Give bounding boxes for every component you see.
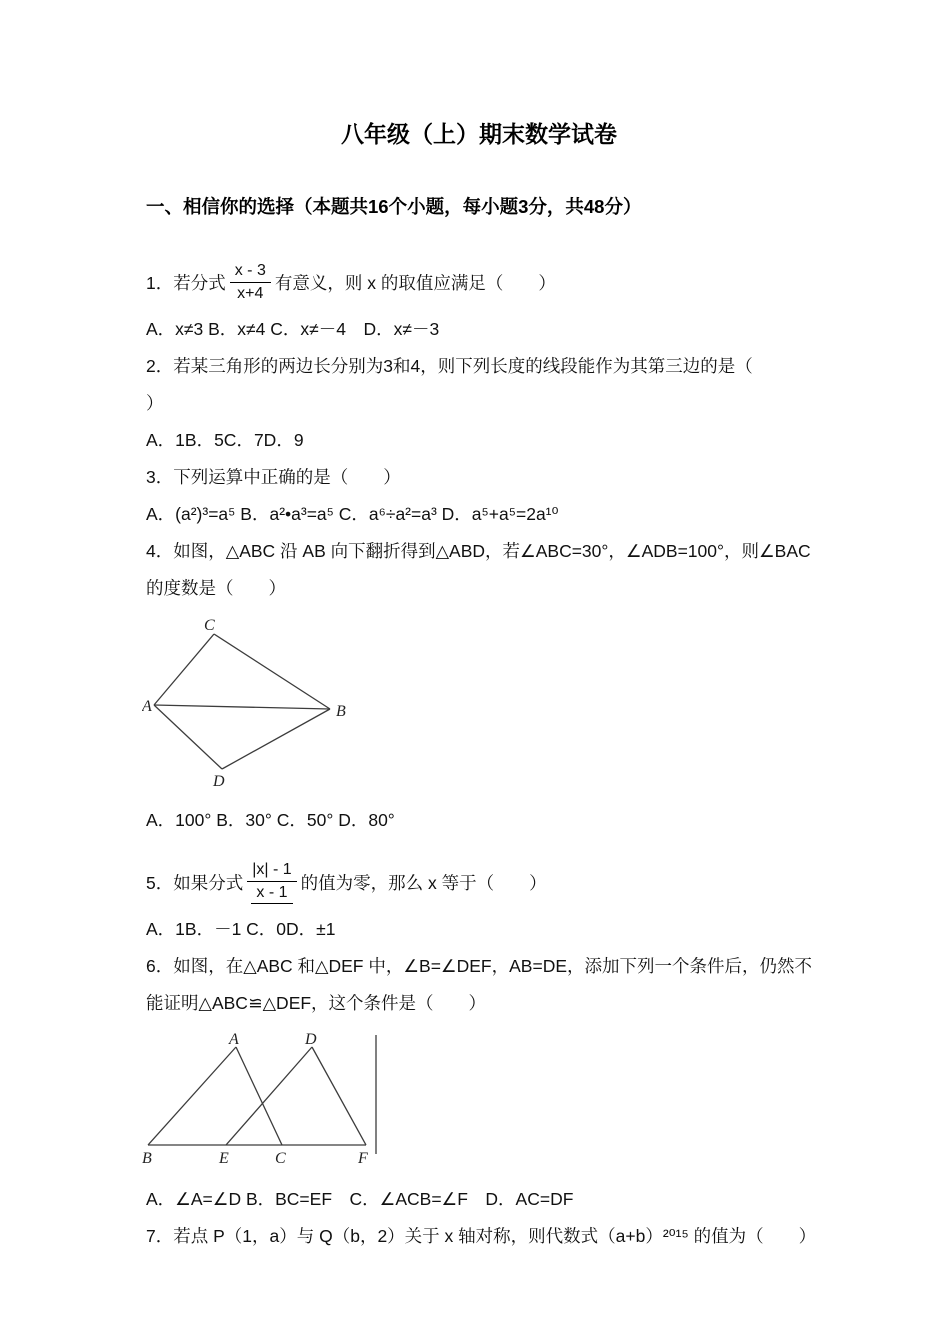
question-1-fraction-denominator: x+4 bbox=[237, 284, 264, 302]
section-heading: 一、相信你的选择（本题共16个小题，每小题3分，共48分） bbox=[146, 196, 642, 217]
question-5-fraction-numerator: |x| - 1 bbox=[247, 860, 296, 882]
question-1-suffix: 有意义，则 x 的取值应满足（ ） bbox=[274, 272, 556, 293]
question-6-figure-triangles bbox=[142, 1032, 384, 1168]
q6-vertex-label-a: A bbox=[229, 1032, 239, 1048]
question-4-figure-wrapper bbox=[142, 617, 812, 794]
question-1-text bbox=[146, 253, 812, 311]
document-title: 八年级（上）期末数学试卷 bbox=[341, 121, 617, 147]
question-1-fraction-numerator: x - 3 bbox=[230, 261, 271, 283]
question-5-text bbox=[146, 853, 812, 911]
question-5-fraction bbox=[247, 860, 296, 904]
question-6-text-line1: 6．如图，在△ABC 和△DEF 中，∠B=∠DEF，AB=DE，添加下列一个条件后，仍然不 bbox=[146, 956, 812, 976]
question-3-text: 3．下列运算中正确的是（ ） bbox=[146, 467, 401, 487]
q6-vertex-label-e: E bbox=[219, 1150, 229, 1167]
question-1 bbox=[146, 253, 812, 348]
q6-vertex-label-b: B bbox=[142, 1150, 152, 1167]
question-2 bbox=[146, 348, 812, 459]
question-4-text-line2: 的度数是（ ） bbox=[146, 578, 286, 598]
q6-vertex-label-d: D bbox=[305, 1032, 317, 1048]
question-6 bbox=[142, 948, 812, 1218]
question-4-text-line1: 4．如图，△ABC 沿 AB 向下翻折得到△ABD，若∠ABC=30°，∠ADB=100°，则∠BAC bbox=[146, 541, 811, 561]
question-5-answers: A．1B．－1 C．0D．±1 bbox=[146, 919, 336, 939]
question-7-text: 7．若点 P（1，a）与 Q（b，2）关于 x 轴对称，则代数式（a+b）²⁰¹⁵ 的值为（ ） bbox=[146, 1226, 817, 1246]
q4-vertex-label-c: C bbox=[204, 617, 215, 634]
question-5-fraction-denominator: x - 1 bbox=[251, 882, 292, 904]
question-6-text-line2: 能证明△ABC≌△DEF，这个条件是（ ） bbox=[146, 993, 487, 1013]
question-2-text-line1: 2．若某三角形的两边长分别为3和4，则下列长度的线段能作为其第三边的是（ bbox=[146, 356, 753, 376]
q4-vertex-label-a: A bbox=[142, 698, 152, 715]
q6-vertex-label-c: C bbox=[275, 1150, 286, 1167]
question-6-answers: A．∠A=∠D B．BC=EF C．∠ACB=∠F D．AC=DF bbox=[146, 1189, 574, 1209]
question-3-answers: A．(a²)³=a⁵ B．a²•a³=a⁵ C．a⁶÷a²=a³ D．a⁵+a⁵=2a¹⁰ bbox=[146, 504, 559, 524]
question-4 bbox=[142, 533, 812, 839]
question-4-answers: A．100° B．30° C．50° D．80° bbox=[146, 810, 395, 830]
question-5-prefix: 5．如果分式 bbox=[146, 872, 244, 893]
question-2-answers: A．1B．5C．7D．9 bbox=[146, 430, 304, 450]
question-6-figure-wrapper bbox=[142, 1032, 812, 1173]
question-7 bbox=[146, 1218, 817, 1255]
question-1-answers: A．x≠3 B．x≠4 C．x≠－4 D．x≠－3 bbox=[146, 319, 440, 339]
question-2-text-line2: ） bbox=[146, 393, 164, 413]
question-5 bbox=[146, 853, 812, 948]
question-4-figure-triangles bbox=[142, 617, 357, 789]
q6-vertex-label-f: F bbox=[358, 1150, 368, 1167]
question-1-fraction bbox=[230, 261, 271, 304]
q4-vertex-label-d: D bbox=[213, 773, 225, 789]
q4-vertex-label-b: B bbox=[336, 703, 346, 720]
question-5-suffix: 的值为零，那么 x 等于（ ） bbox=[300, 872, 547, 893]
question-3 bbox=[146, 459, 812, 533]
question-1-prefix: 1．若分式 bbox=[146, 272, 226, 293]
